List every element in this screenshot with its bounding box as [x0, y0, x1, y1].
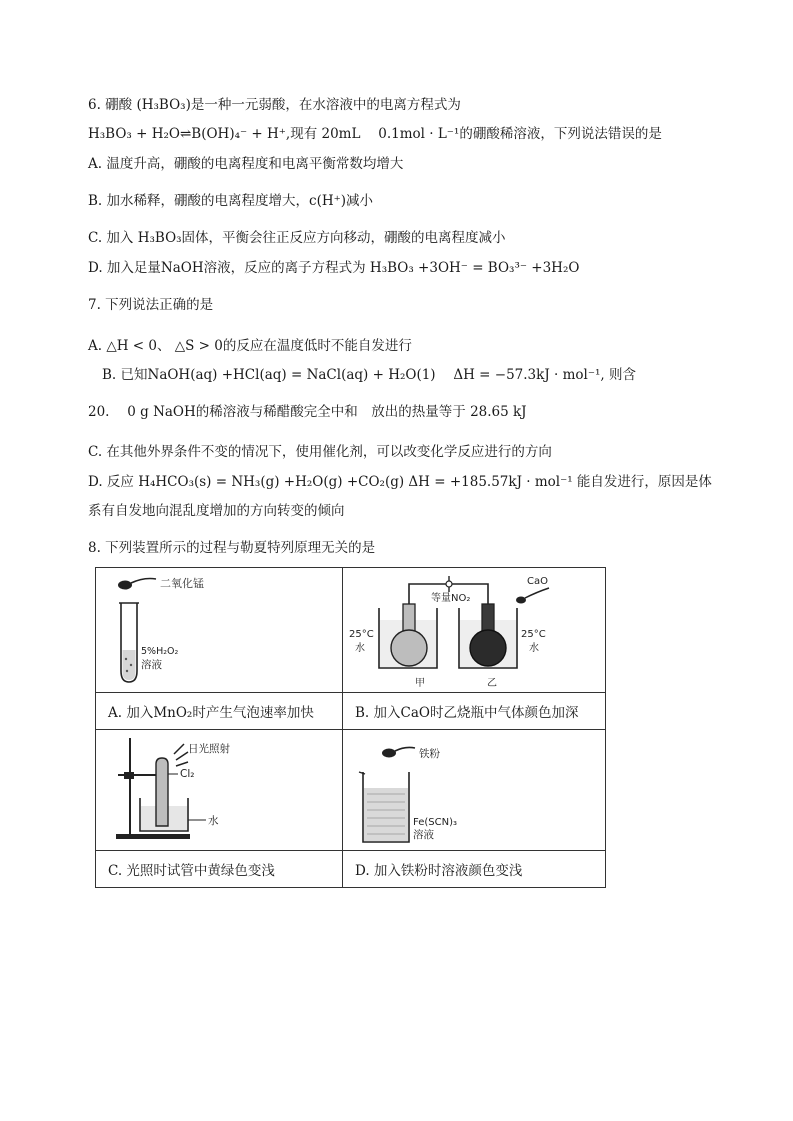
q6-option-b: B. 加水稀释，硼酸的电离程度增大，c(H⁺)减小 — [88, 193, 373, 209]
fig-c-light-label: 日光照射 — [188, 743, 230, 755]
q6-option-a: A. 温度升高，硼酸的电离程度和电离平衡常数均增大 — [88, 156, 404, 172]
fig-d-solution-2: 溶液 — [413, 829, 434, 841]
q8-figure-table — [95, 567, 606, 888]
fig-a-solution-2: 溶液 — [141, 659, 162, 671]
fig-d-iron-label: 铁粉 — [419, 748, 440, 760]
q7-stem: 7. 下列说法正确的是 — [88, 297, 214, 313]
q6-equation: H₃BO₃ + H₂O⇌B(OH)₄⁻ + H⁺,现有 20mL 0.1mol · L⁻¹的硼酸稀溶液，下列说法错误的是 — [88, 126, 662, 142]
q6-stem: 6. 硼酸 (H₃BO₃)是一种一元弱酸，在水溶液中的电离方程式为 — [88, 97, 461, 113]
fig-a-diagram — [96, 568, 342, 692]
fig-a-solution-1: 5%H₂O₂ — [141, 646, 179, 657]
fig-b-jia-label: 甲 — [415, 678, 425, 689]
fig-c-caption: C. 光照时试管中黄绿色变浅 — [96, 851, 343, 888]
q6-option-c: C. 加入 H₃BO₃固体，平衡会往正反应方向移动，硼酸的电离程度减小 — [88, 230, 506, 246]
fig-b-gas-label: 等量NO₂ — [431, 593, 471, 604]
q6-option-d: D. 加入足量NaOH溶液，反应的离子方程式为 H₃BO₃ +3OH⁻ = BO₃³⁻ +3H₂O — [88, 260, 580, 276]
q7-option-d-cont: 系有自发地向混乱度增加的方向转变的倾向 — [88, 503, 345, 519]
fig-d-caption: D. 加入铁粉时溶液颜色变浅 — [343, 851, 606, 888]
q7-option-a: A. △H < 0、 △S > 0的反应在温度低时不能自发进行 — [88, 338, 412, 354]
fig-d-cell — [343, 730, 606, 851]
fig-b-temp-left: 25°C — [349, 629, 374, 640]
fig-c-water-label: 水 — [208, 815, 219, 827]
fig-b-cao-label: CaO — [527, 576, 548, 587]
fig-b-water-left: 水 — [355, 643, 365, 654]
fig-c-diagram — [96, 730, 342, 850]
fig-a-cell — [96, 568, 343, 693]
q7-option-d: D. 反应 H₄HCO₃(s) = NH₃(g) +H₂O(g) +CO₂(g) ΔH = +185.57kJ · mol⁻¹ 能自发进行，原因是体 — [88, 474, 712, 490]
q7-option-b-cont: 20. 0 g NaOH的稀溶液与稀醋酸完全中和 放出的热量等于 28.65 kJ — [88, 404, 527, 420]
q7-option-b: B. 已知NaOH(aq) +HCl(aq) = NaCl(aq) + H₂O(1) ΔH = −57.3kJ · mol⁻¹, 则含 — [102, 367, 636, 383]
fig-b-diagram — [343, 568, 605, 692]
fig-b-yi-label: 乙 — [487, 678, 497, 689]
fig-c-cell — [96, 730, 343, 851]
q8-stem: 8. 下列装置所示的过程与勒夏特列原理无关的是 — [88, 540, 376, 556]
fig-d-diagram — [343, 730, 605, 850]
fig-b-water-right: 水 — [529, 643, 539, 654]
fig-a-caption: A. 加入MnO₂时产生气泡速率加快 — [96, 693, 343, 730]
fig-d-solution-1: Fe(SCN)₃ — [413, 817, 457, 828]
q7-option-c: C. 在其他外界条件不变的情况下，使用催化剂，可以改变化学反应进行的方向 — [88, 444, 552, 460]
fig-c-cl2-label: Cl₂ — [180, 768, 195, 780]
fig-b-caption: B. 加入CaO时乙烧瓶中气体颜色加深 — [343, 693, 606, 730]
fig-b-temp-right: 25°C — [521, 629, 546, 640]
fig-b-cell — [343, 568, 606, 693]
fig-a-spoon-label: 二氧化锰 — [160, 577, 204, 590]
